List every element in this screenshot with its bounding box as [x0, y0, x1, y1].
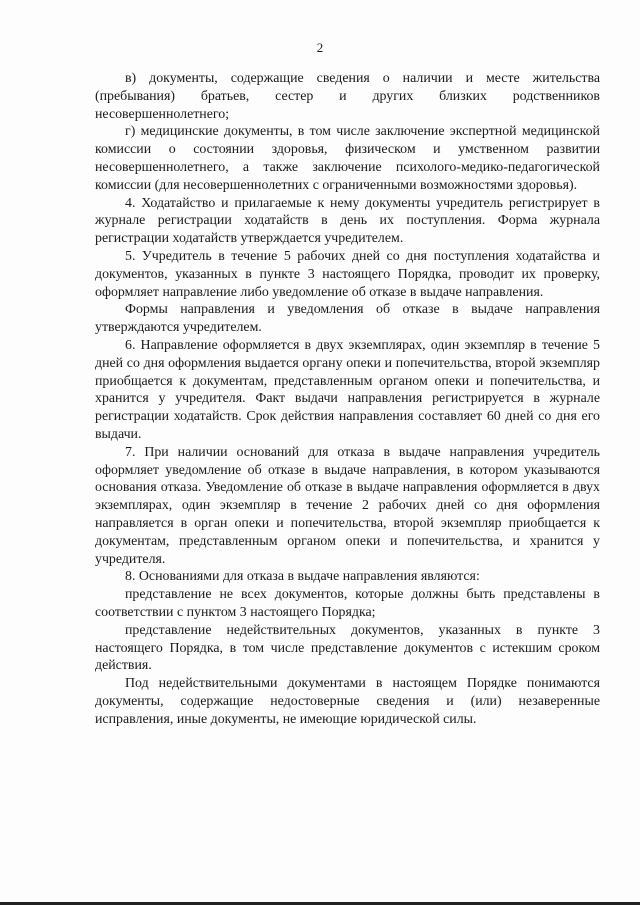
paragraph-7-refusal-notice: 7. При наличии оснований для отказа в выдаче направления учредитель оформляет уведомление об отказе в выдаче направления, в котором указываются основания отказа. Уведомление об отказе в выдаче направления оформляется в двух экземплярах, один экземпляр в течение 2 рабочих дней со дня оформления направляется в орган опеки и попечительства, второй экземпляр приобщается к документам, представленным органом опеки и попечительства, и хранится у учредителя. [95, 444, 600, 567]
paragraph-8-refusal-grounds: 8. Основаниями для отказа в выдаче направления являются: [125, 569, 480, 585]
paragraph-invalid-documents: представление недействительных документов, указанных в пункте 3 настоящего Порядка, в том числе представление документов с истекшим сроком действия. [95, 622, 600, 674]
paragraph-g-medical: г) медицинские документы, в том числе заключение экспертной медицинской комиссии о состоянии здоровья, физическом и умственном развитии несовершеннолетнего, а также заключение психолого-медико-педагогической комиссии (для несовершеннолетних с ограниченными возможностями здоровья). [95, 124, 600, 193]
paragraph-6-direction-copies: 6. Направление оформляется в двух экземплярах, один экземпляр в течение 5 дней со дня оформления выдается органу опеки и попечительства, второй экземпляр приобщается к документам, представленным органом опеки и попечительства, и хранится у учредителя. Факт выдачи направления регистрируется в журнале регистрации ходатайств. Срок действия направления составляет 60 дней со дня его выдачи. [95, 337, 600, 442]
document-body [95, 70, 600, 728]
paragraph-incomplete-documents: представление не всех документов, которые должны быть представлены в соответствии с пунктом 3 настоящего Порядка; [95, 587, 600, 620]
paragraph-invalid-definition: Под недействительными документами в настоящем Порядке понимаются документы, содержащие недостоверные сведения и (или) незаверенные исправления, иные документы, не имеющие юридической силы. [95, 676, 600, 727]
paragraph-5-verification: 5. Учредитель в течение 5 рабочих дней со дня поступления ходатайства и документов, указанных в пункте 3 настоящего Порядка, проводит их проверку, оформляет направление либо уведомление об отказе в выдаче направления. [95, 248, 600, 300]
page-number: 2 [316, 40, 324, 55]
paragraph-v-documents: в) документы, содержащие сведения о наличии и месте жительства (пребывания) братьев, сестер и других близких родственников несовершеннолетнего; [95, 71, 600, 122]
paragraph-4-registration: 4. Ходатайство и прилагаемые к нему документы учредитель регистрирует в журнале регистрации ходатайств в день их поступления. Форма журнала регистрации ходатайств утверждается учредителем. [95, 195, 600, 247]
paragraph-forms-approval: Формы направления и уведомления об отказе в выдаче направления утверждаются учредителем. [95, 302, 600, 336]
